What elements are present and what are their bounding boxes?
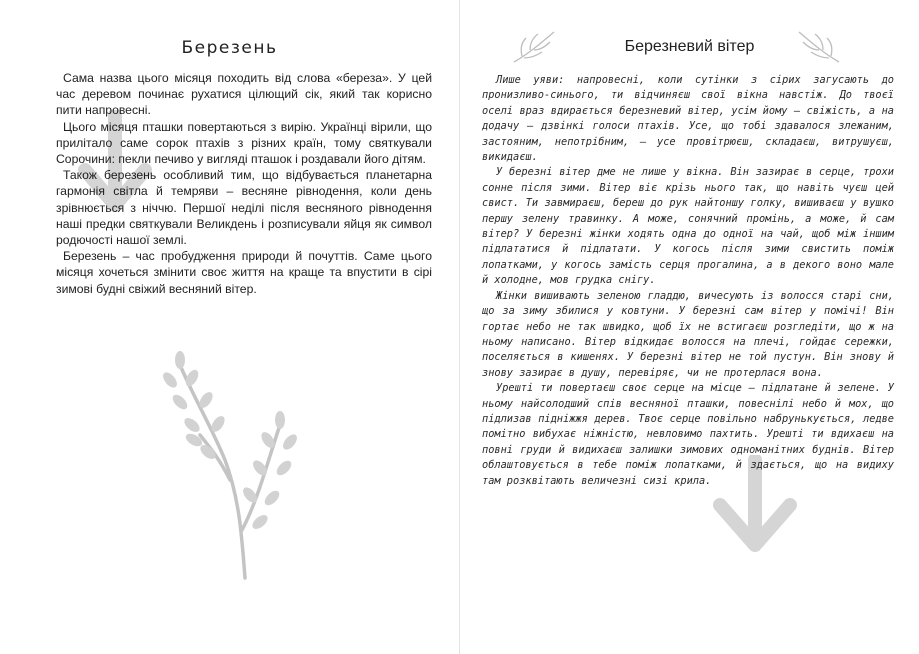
left-paragraph: Також березень особливий тим, що відбувається планетарна гармонія світла й темряви – весняне рівнодення, коли день зрівнюється з ніччю. Першої неділі після весняного рівнодення наші предки святкували Великдень і розписували яйця як символ родючості нашої землі.	[56, 168, 432, 248]
download-arrow-watermark-icon	[70, 110, 160, 240]
right-paragraph: Лише уяви: напровесні, коли сутінки з сірих загусають до пронизливо-синього, ти відчиняєш свої вікна навстіж. До твоєї оселі враз вдирається березневий вітер, усім йому – свіжість, а на додачу – дзвінкі голоси птахів. Усе, що тобі здавалося злежаним, застояним, непотрібним, – усе провітрюєш, складаєш, витрушуєш, викидаєш.	[482, 74, 894, 164]
sprig-ornament-right-icon	[795, 28, 843, 64]
right-paragraph: У березні вітер дме не лише у вікна. Він зазирає в серце, трохи сонне після зими. Вітер віє крізь нього так, що навіть чуєш цей свист. Ти завмираєш, береш до рук найтоншу голку, вишиваєш у вушко першу зелену травинку. А може, сонячний промінь, а може, й сам вітер? У березні жінки ходять одна до одної на чай, щоб між іншим підлататися й підлатати. У когось після зими свистить поміж лопатками, у когось замість серця прогалина, а в декого воно мале й холодне, мов грудка снігу.	[482, 166, 894, 287]
willow-branch-icon	[150, 340, 315, 580]
right-page	[460, 0, 919, 654]
left-page-title: Березень	[181, 38, 278, 58]
left-paragraph: Цього місяця пташки повертаються з вирію. Українці вірили, що прилітало саме сорок птахів з різних країн, тому святкували Сорочини: пекли печиво у вигляді пташок і роздавали його дітям.	[56, 119, 432, 167]
download-arrow-watermark-icon	[700, 455, 810, 575]
right-paragraph: Жінки вишивають зеленою гладдю, вичесують із волосся старі сни, що за зиму збилися у ковтуни. У березні сам вітер у помічі! Він гортає небо не так швидко, щоб їх не встигаєш розгледіти, що ж на ньому написано. Вітер відкидає волосся на плечі, гойдає сережки, поселяється в кишенях. У березні вітер не той пустун. Він знову й знову зазирає в душу, перевіряє, чи не протерлася вона.	[482, 289, 894, 379]
right-page-title: Березневий вітер	[624, 38, 755, 55]
right-page-body	[482, 73, 894, 489]
left-paragraph: Березень – час пробудження природи й почуттів. Саме цього місяця хочеться змінити своє життя на краще та впустити в сірі зимові будні свіжий весняний вітер.	[56, 249, 432, 296]
right-paragraph: Урешті ти повертаєш своє серце на місце – підлатане й зелене. У ньому найсолодший спів весняної пташки, повеснілі небо й мох, що підлизав підніжжя дерев. Твоє серце повільно набрунькується, ледве помітно вибухає ніжністю, невловимо пахтить. Урешті ти вдихаєш на повні груди й видихаєш залишки зимових одноманітних буднів. Вітер облаштовується в тебе поміж лопатками, й здається, що на видиху там розквітають величезні сизі крила.	[482, 382, 894, 487]
left-paragraph: Сама назва цього місяця походить від слова «береза». У цей час деревом починає рухатися цілющий сік, який так корисно пити напровесні.	[56, 71, 432, 118]
